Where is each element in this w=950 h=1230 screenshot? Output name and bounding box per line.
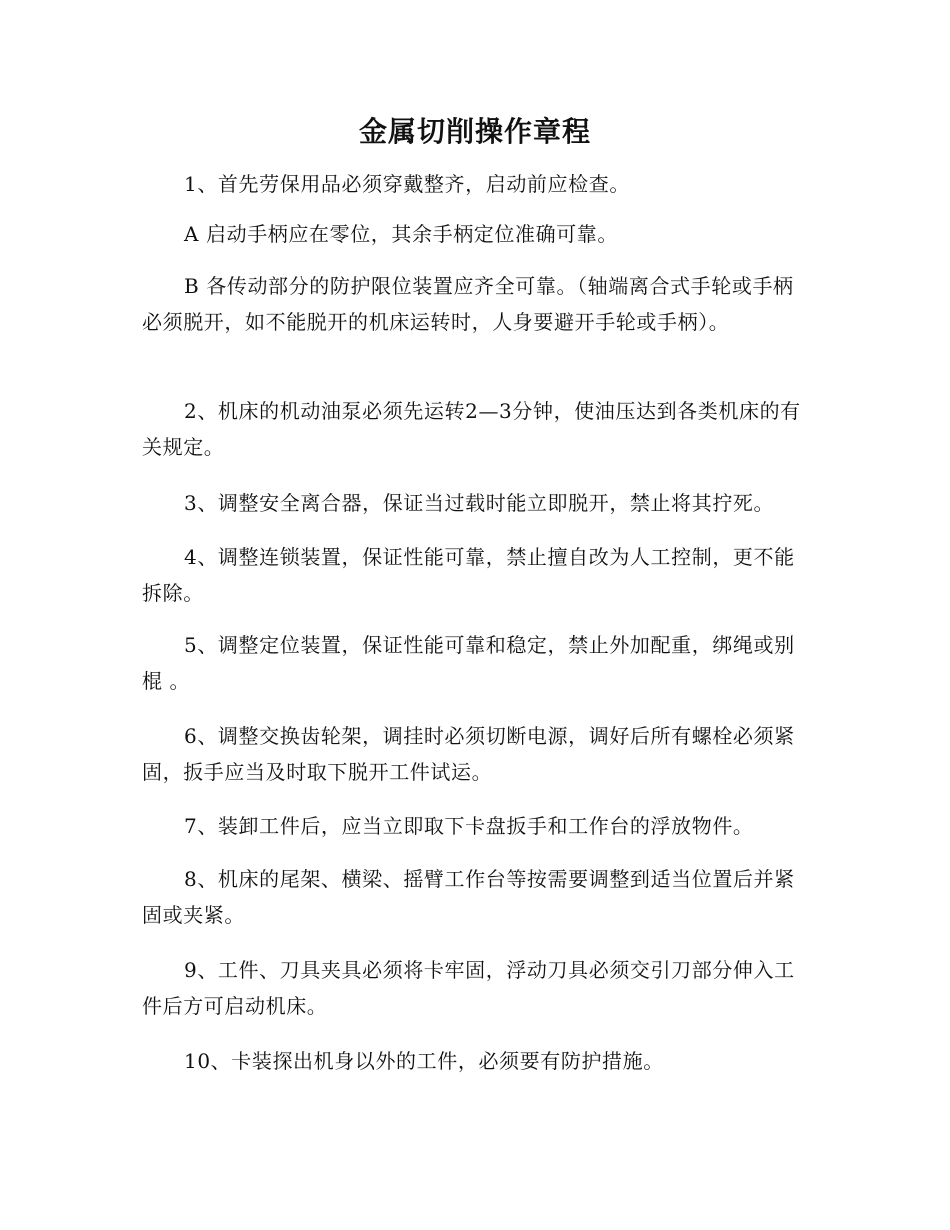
paragraph-3: 3、调整安全离合器，保证当过载时能立即脱开，禁止将其拧死。 bbox=[184, 491, 775, 515]
paragraph-6: 6、调整交换齿轮架，调挂时必须切断电源，调好后所有螺栓必须紧固，扳手应当及时取下脱开工件试运。 bbox=[142, 724, 795, 784]
paragraph-2: 2、机床的机动油泵必须先运转2—3分钟，使油压达到各类机床的有关规定。 bbox=[142, 399, 801, 459]
paragraph-10: 10、卡装探出机身以外的工件，必须要有防护措施。 bbox=[184, 1049, 664, 1073]
paragraph-b: B 各传动部分的防护限位装置应齐全可靠。（轴端离合式手轮或手柄必须脱开，如不能脱开的机床运转时，人身要避开手轮或手柄）。 bbox=[142, 274, 794, 334]
paragraph-1: 1、首先劳保用品必须穿戴整齐，启动前应检查。 bbox=[184, 172, 630, 196]
paragraph-4: 4、调整连锁装置，保证性能可靠，禁止擅自改为人工控制，更不能拆除。 bbox=[142, 545, 795, 605]
paragraph-a: A 启动手柄应在零位，其余手柄定位准确可靠。 bbox=[184, 222, 619, 246]
paragraph-9: 9、工件、刀具夹具必须将卡牢固，浮动刀具必须交引刀部分伸入工件后方可启动机床。 bbox=[142, 958, 795, 1018]
paragraph-7: 7、装卸工件后，应当立即取下卡盘扳手和工作台的浮放物件。 bbox=[184, 814, 754, 838]
paragraph-8: 8、机床的尾架、横梁、摇臂工作台等按需要调整到适当位置后并紧固或夹紧。 bbox=[142, 867, 795, 927]
paragraph-5: 5、调整定位装置，保证性能可靠和稳定，禁止外加配重，绑绳或别棍 。 bbox=[142, 633, 795, 693]
document-title: 金属切削操作章程 bbox=[358, 115, 591, 148]
